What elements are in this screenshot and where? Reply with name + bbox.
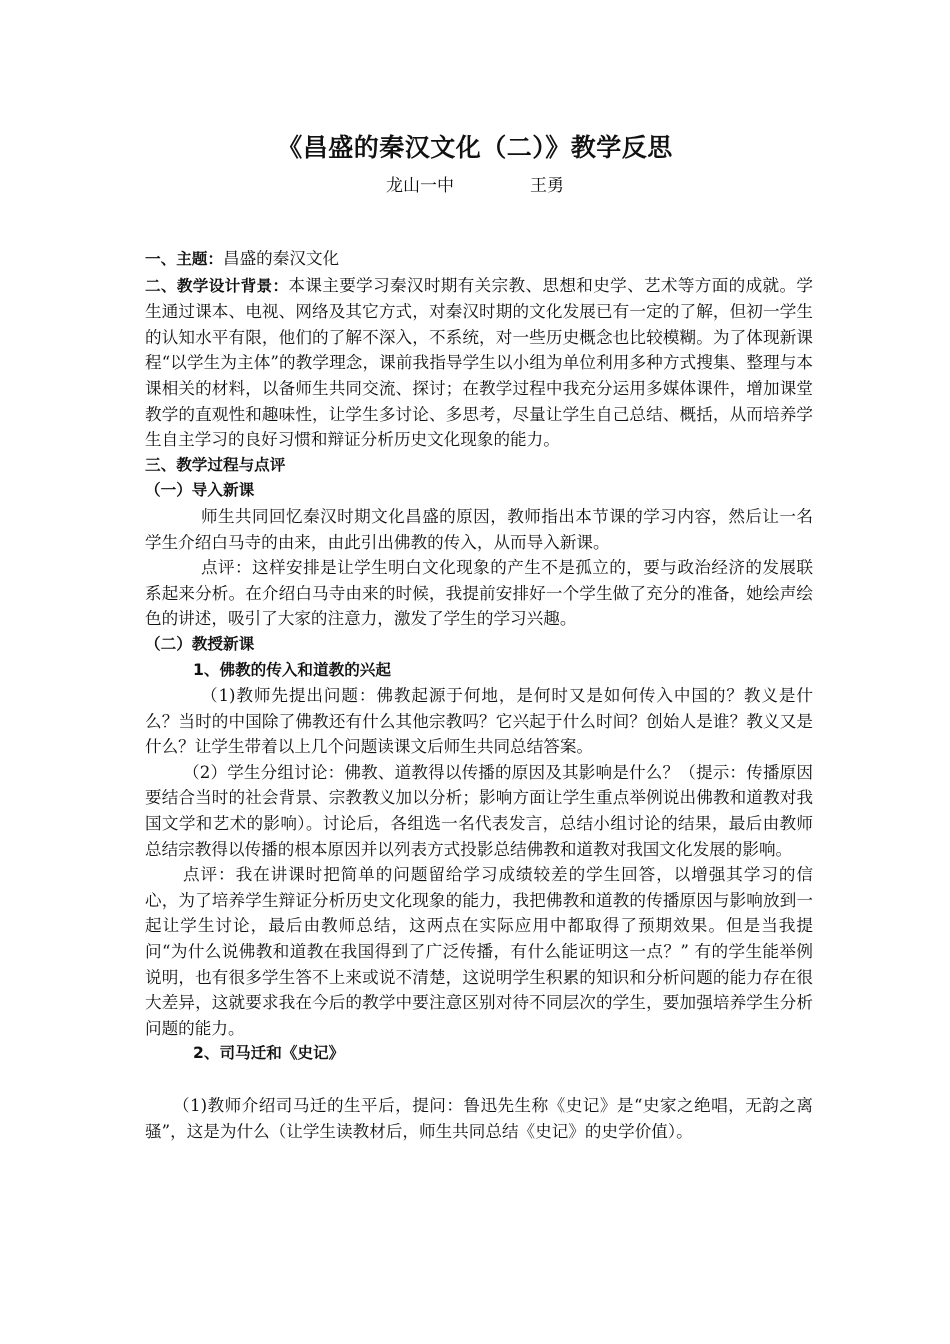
section-background [145,273,813,453]
section-theme-label: 一、主题： [145,250,223,268]
byline [0,173,950,199]
author-name: 王勇 [530,176,564,196]
section-background-label: 二、教学设计背景： [145,276,289,295]
part-intro-heading: （一）导入新课 [145,481,255,500]
document-body [145,246,813,1144]
section-theme [145,246,813,273]
paragraph-spacer [145,1067,813,1093]
document-title: 《昌盛的秦汉文化（二）》教学反思 [277,133,673,162]
topic-buddhism-paragraph-1: （1)教师先提出问题：佛教起源于何地，是何时又是如何传入中国的？教义是什么？当时的中国除了佛教还有什么其他宗教吗？它兴起于什么时间？创始人是谁？教义又是什么？让学生带着以上几个问题读课文后师生共同总结答案。 [145,686,813,757]
topic-buddhism-paragraph-2: （2）学生分组讨论：佛教、道教得以传播的原因及其影响是什么？（提示：传播原因要结合当时的社会背景、宗教教义加以分析；影响方面让学生重点举例说出佛教和道教对我国文学和艺术的影响）。讨论后，各组选一名代表发言，总结小组讨论的结果，最后由教师总结宗教得以传播的根本原因并以列表方式投影总结佛教和道教对我国文化发展的影响。 [145,762,813,859]
school-name: 龙山一中 [386,176,454,196]
section-background-text: 本课主要学习秦汉时期有关宗教、思想和史学、艺术等方面的成就。学生通过课本、电视、网络及其它方式，对秦汉时期的文化发展已有一定的了解，但初一学生的认知水平有限，他们的了解不深入，不系统，对一些历史概念也比较模糊。为了体现新课程“以学生为主体”的教学理念，课前我指导学生以小组为单位利用多种方式搜集、整理与本课相关的材料，以备师生共同交流、探讨；在教学过程中我充分运用多媒体课件，增加课堂教学的直观性和趣味性，让学生多讨论、多思考，尽量让学生自己总结、概括，从而培养学生自主学习的良好习惯和辩证分析历史文化现象的能力。 [145,275,813,450]
topic-buddhism-heading: 1、佛教的传入和道教的兴起 [193,660,391,679]
section-theme-text: 昌盛的秦汉文化 [222,249,340,268]
section-process-heading: 三、教学过程与点评 [145,455,286,474]
part-teaching-heading: （二）教授新课 [145,634,255,653]
part-intro-comment: 点评：这样安排是让学生明白文化现象的产生不是孤立的，要与政治经济的发展联系起来分析。在介绍白马寺由来的时候，我提前安排好一个学生做了充分的准备，她绘声绘色的讲述，吸引了大家的注意力，激发了学生的学习兴趣。 [145,558,813,629]
topic-shiji-paragraph-1: （1)教师介绍司马迁的生平后，提问：鲁迅先生称《史记》是“史家之绝唱，无韵之离骚”，这是为什么（让学生读教材后，师生共同总结《史记》的史学价值）。 [145,1096,813,1141]
topic-shiji-heading: 2、司马迁和《史记》 [193,1044,345,1063]
part-intro-paragraph: 师生共同回忆秦汉时期文化昌盛的原因，教师指出本节课的学习内容，然后让一名学生介绍白马寺的由来，由此引出佛教的传入，从而导入新课。 [145,506,813,552]
topic-buddhism-comment: 点评：我在讲课时把简单的问题留给学习成绩较差的学生回答，以增强其学习的信心，为了培养学生辩证分析历史文化现象的能力，我把佛教和道教的传播原因与影响放到一起让学生讨论，最后由教师总结，这两点在实际应用中都取得了预期效果。但是当我提问“为什么说佛教和道教在我国得到了广泛传播，有什么能证明这一点？” 有的学生能举例说明，也有很多学生答不上来或说不清楚，这说明学生积累的知识和分析问题的能力存在很大差异，这就要求我在今后的教学中要注意区别对待不同层次的学生，要加强培养学生分析问题的能力。 [145,865,813,1038]
